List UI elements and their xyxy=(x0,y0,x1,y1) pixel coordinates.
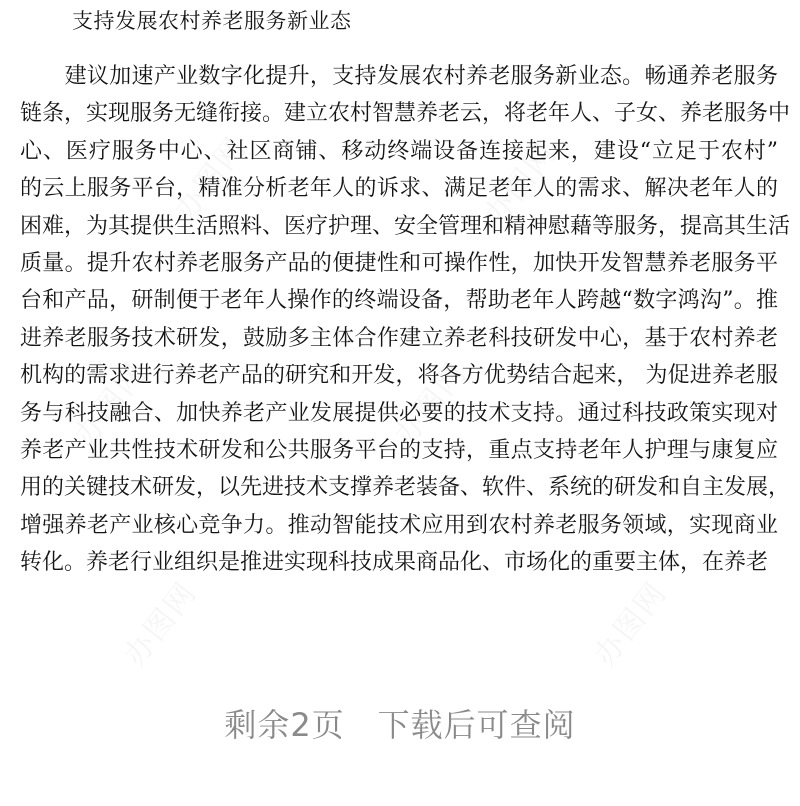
watermark: 办图网 xyxy=(117,575,205,673)
paragraph-line: 心、医疗服务中心、社区商铺、移动终端设备连接起来，建设“立足于农村” xyxy=(20,138,778,164)
paragraph-line: 用的关键技术研发，以先进技术支撑养老装备、软件、系统的研发和自主发展， xyxy=(20,475,791,501)
paragraph-line: 增强养老产业核心竞争力。推动智能技术应用到农村养老服务领域，实现商业 xyxy=(20,512,778,538)
watermark: 办图网 xyxy=(477,135,565,233)
watermark: 办图网 xyxy=(67,355,155,453)
paragraph-line: 务与科技融合、加快养老产业发展提供必要的技术支持。通过科技政策实现对 xyxy=(20,400,778,426)
watermark: 办图网 xyxy=(387,355,475,453)
watermark: 办图网 xyxy=(587,575,675,673)
watermark: 办图网 xyxy=(167,130,255,228)
paragraph-line: 的云上服务平台，精准分析老年人的诉求、满足老年人的需求、解决老年人的 xyxy=(20,176,778,202)
paragraph-line: 转化。养老行业组织是推进实现科技成果商品化、市场化的重要主体，在养老 xyxy=(20,550,769,576)
paragraph-line: 养老产业共性技术研发和公共服务平台的支持，重点支持老年人护理与康复应 xyxy=(20,437,778,463)
paragraph-line: 建议加速产业数字化提升，支持发展农村养老服务新业态。畅通养老服务 xyxy=(20,64,778,89)
paragraph-line: 台和产品，研制便于老年人操作的终端设备，帮助老年人跨越“数字鸿沟”。推 xyxy=(20,288,778,314)
paragraph-line: 困难，为其提供生活照料、医疗护理、安全管理和精神慰藉等服务，提高其生活 xyxy=(20,213,791,239)
section-heading: 支持发展农村养老服务新业态 xyxy=(72,9,352,33)
paragraph-line: 机构的需求进行养老产品的研究和开发，将各方优势结合起来， 为促进养老服 xyxy=(20,363,778,389)
paragraph-line: 质量。提升农村养老服务产品的便捷性和可操作性，加快开发智慧养老服务平 xyxy=(20,250,778,276)
download-prompt[interactable]: 剩余2页 下载后可查阅 xyxy=(224,706,576,744)
body-paragraph xyxy=(20,58,791,581)
paragraph-line: 链条，实现服务无缝衔接。建立农村智慧养老云，将老年人、子女、养老服务中 xyxy=(20,101,791,127)
paragraph-line: 进养老服务技术研发，鼓励多主体合作建立养老科技研发中心，基于农村养老 xyxy=(20,325,778,351)
